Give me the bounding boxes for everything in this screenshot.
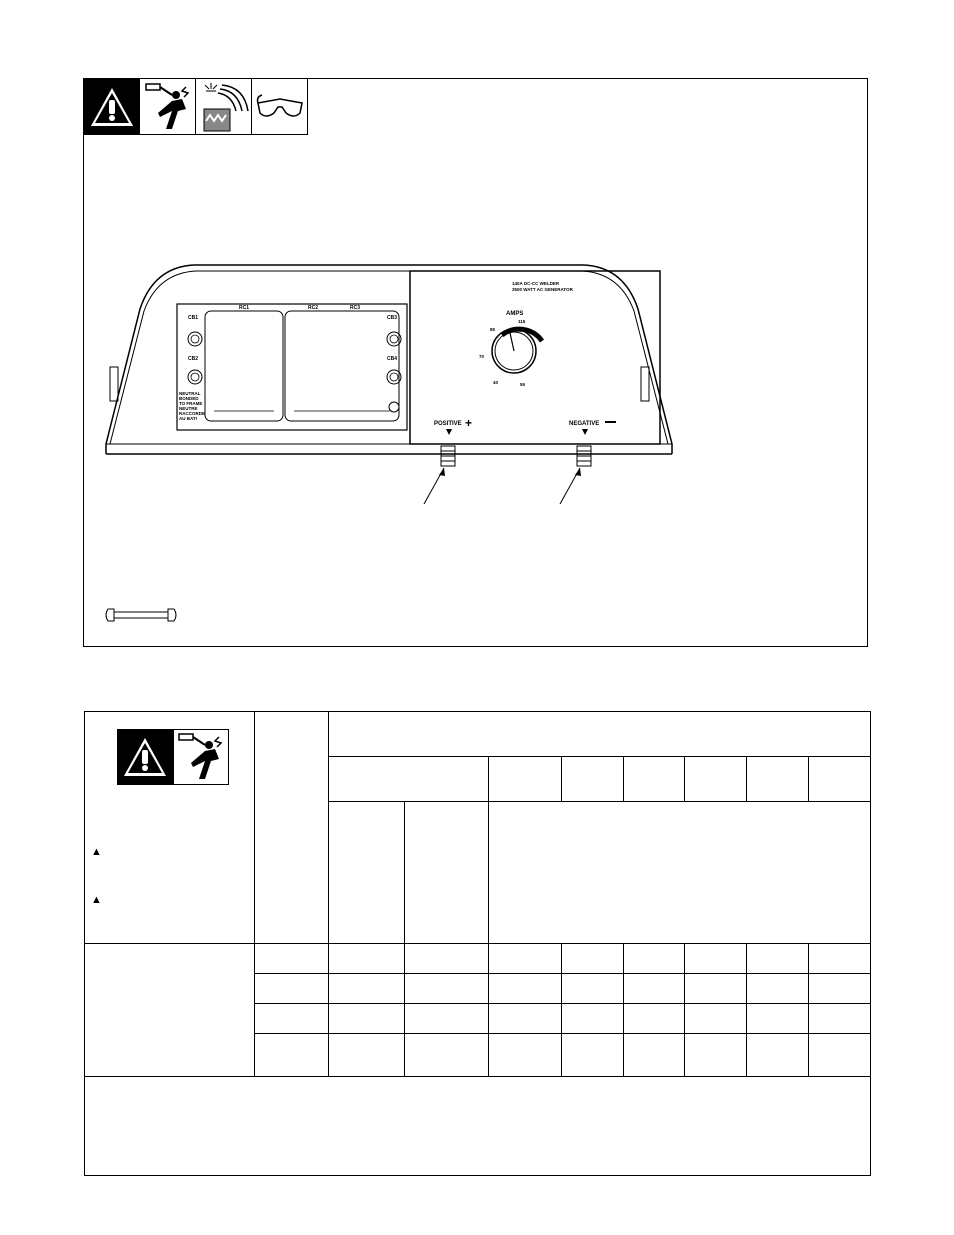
svg-text:RACCORDE: RACCORDE [179,411,206,416]
warning-triangle-icon [117,729,173,785]
svg-text:85: 85 [490,327,496,332]
svg-text:NEUTRE: NEUTRE [179,406,198,411]
electric-shock-icon [173,729,229,785]
amps-dial-title: AMPS [506,311,524,317]
welder-front-panel-drawing [84,79,869,648]
svg-text:55: 55 [520,382,526,387]
weld-cable-size-table [84,711,870,1177]
plus-icon: + [465,416,473,430]
cb1-breaker[interactable] [188,332,202,346]
svg-text:AU BATI: AU BATI [179,416,197,421]
table-notes [85,1077,871,1176]
rc2-label: RC2 [308,305,319,311]
rating-line-2: 3500 WATT AC GENERATOR [512,287,573,292]
positive-terminal-label: POSITIVE [434,421,462,427]
svg-text:70: 70 [479,354,485,359]
rc1-label: RC1 [239,305,250,311]
svg-text:BONDED: BONDED [179,396,199,401]
rc3-label: RC3 [350,305,361,311]
cb2-breaker[interactable] [188,370,202,384]
rating-line-1: 140A DC-CC WELDER [512,281,560,286]
caution-mark-2: ▲ [91,894,102,906]
neutral-bonded-note [179,391,205,421]
svg-text:TO FRAME: TO FRAME [179,401,203,406]
wrench-icon [106,609,176,621]
caution-mark-1: ▲ [91,846,102,858]
front-panel-figure [83,78,868,647]
cb2-label: CB2 [188,356,199,362]
positive-stud[interactable] [441,446,455,466]
cb4-label: CB4 [387,356,398,362]
table-row [85,944,871,974]
negative-terminal-label: NEGATIVE [569,421,600,427]
svg-text:40: 40 [493,380,499,385]
cb1-label: CB1 [188,315,199,321]
negative-stud[interactable] [577,446,591,466]
table-warning-cell [85,712,255,944]
svg-text:NEUTRAL: NEUTRAL [179,391,201,396]
ground-stud-icon [389,402,399,412]
cb3-label: CB3 [387,315,398,321]
svg-text:115: 115 [518,319,526,324]
